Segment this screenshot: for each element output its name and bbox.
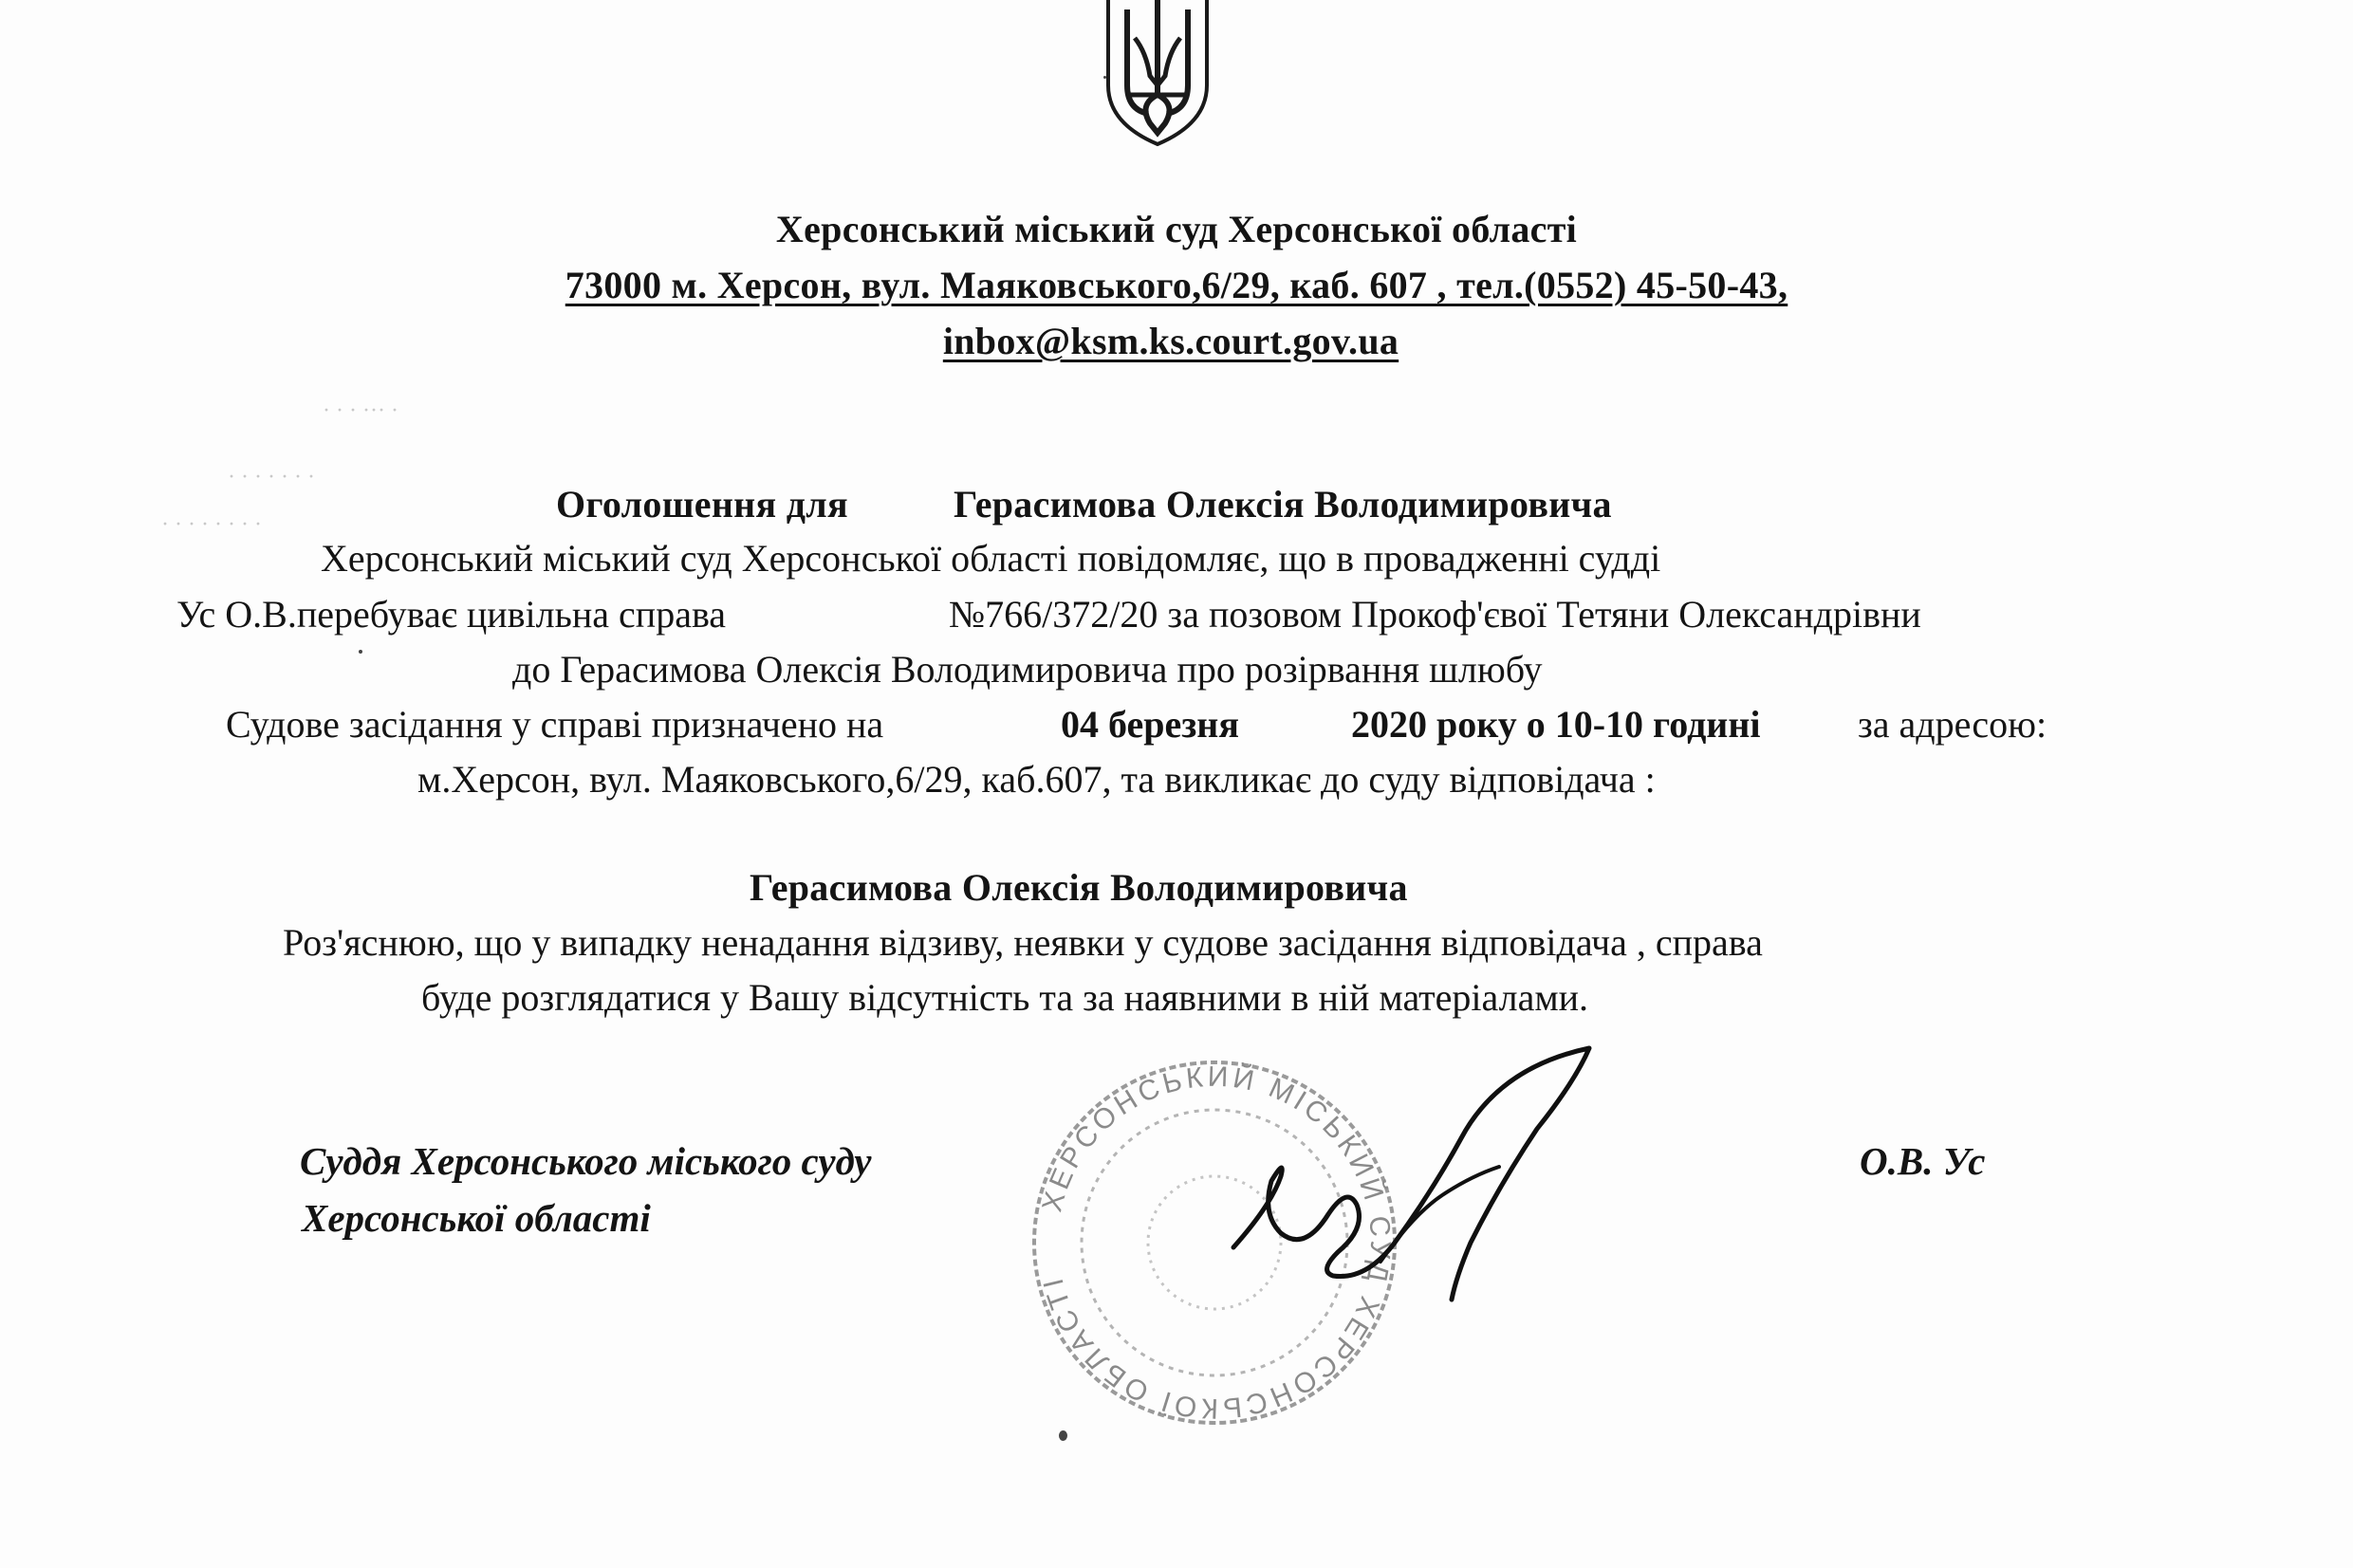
notice-line-2-judge: Ус О.В.перебуває цивільна справа — [176, 593, 727, 636]
judge-position-line-2: Херсонської області — [302, 1196, 651, 1240]
court-email: inbox@ksm.ks.court.gov.ua — [942, 320, 1399, 362]
notice-title-name: Герасимова Олексія Володимировича — [954, 483, 1612, 526]
bleed-through-mark: · · · ··· · — [323, 398, 398, 423]
notice-line-3: до Герасимова Олексія Володимировича про розірвання шлюбу — [512, 648, 1543, 691]
notice-line-4-address-label: за адресою: — [1858, 703, 2047, 746]
notice-line-5: м.Херсон, вул. Маяковського,6/29, каб.607, та викликає до суду відповідача : — [417, 758, 1656, 801]
seal-ring-text: ХЕРСОНСЬКИЙ МІСЬКИЙ СУД ХЕРСОНСЬКОЇ ОБЛАСТІ — [1036, 1061, 1397, 1425]
scan-speck — [1103, 76, 1106, 79]
hearing-date: 04 березня — [1061, 703, 1239, 746]
defendant-name: Герасимова Олексія Володимировича — [750, 866, 1408, 909]
coat-of-arms-icon — [1101, 0, 1214, 152]
scan-speck — [1059, 1430, 1067, 1441]
warning-line-1: Роз'яснюю, що у випадку ненадання відзиву, неявки у судове засідання відповідача , справа — [283, 921, 1763, 964]
judge-name: О.В. Ус — [1860, 1139, 1986, 1183]
notice-line-1: Херсонський міський суд Херсонської області повідомляє, що в провадженні судді — [321, 537, 1661, 580]
bleed-through-mark: · · · · · · · — [228, 465, 315, 489]
hearing-year-time: 2020 року о 10-10 годині — [1351, 703, 1761, 746]
judge-position-line-1: Суддя Херсонського міського суду — [300, 1139, 872, 1183]
warning-line-2: буде розглядатися у Вашу відсутність та за наявними в ній матеріалами. — [421, 976, 1589, 1019]
notice-line-2-case: №766/372/20 за позовом Прокоф'євої Тетяни Олександрівни — [949, 593, 1921, 636]
notice-title-prefix: Оголошення для — [556, 483, 848, 526]
court-name: Херсонський міський суд Херсонської області — [775, 208, 1578, 250]
scan-speck — [359, 650, 362, 654]
notice-line-4-text: Судове засідання у справі призначено на — [226, 703, 884, 746]
court-address: 73000 м. Херсон, вул. Маяковського,6/29, каб. 607 , тел.(0552) 45-50-43, — [565, 264, 1788, 306]
handwritten-signature — [1214, 1024, 1613, 1328]
bleed-through-mark: · · · · · · · · — [161, 512, 262, 537]
